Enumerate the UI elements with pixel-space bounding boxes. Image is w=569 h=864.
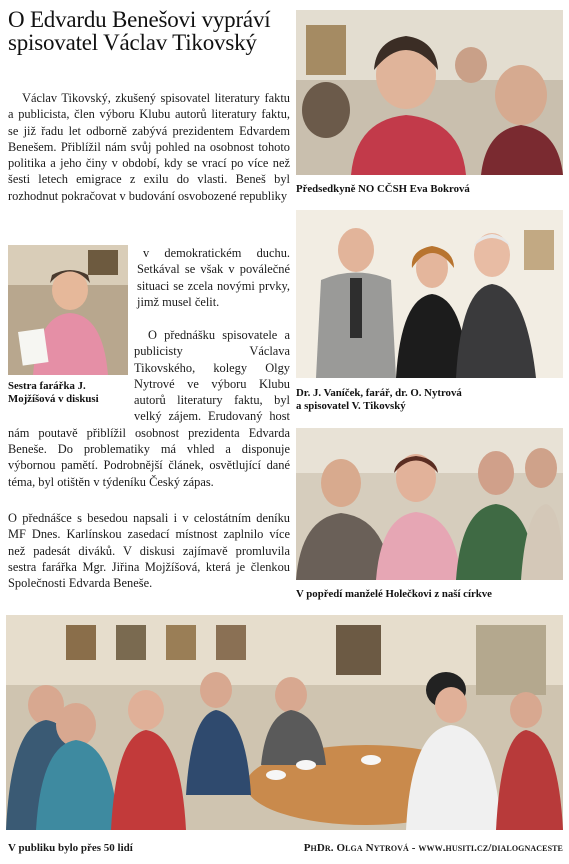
paragraph-text: O přednášku spisovatele a publicisty Václava Tikovského, kolegy Olgy Nytrové ve výboru Klubu autorů literatury faktu, byl velký zájem. Erudovaný host nám poutavě přiblížil osobnost prezidenta Edvarda Beneše. Do problematiky má vhled a disponuje výbornou pamětí. Podrobnější článek, osvětlující dané téma, byl otištěn v týdeníku Český zápas. <box>8 328 290 489</box>
article-paragraph-3 <box>8 510 290 591</box>
caption-line: a spisovatel V. Tikovský <box>296 400 406 412</box>
caption-line: Dr. J. Vaníček, farář, dr. O. Nytrová <box>296 387 462 399</box>
photo-vanicek-nytrova-tikovsky <box>296 210 563 378</box>
inline-photo-caption: Sestra farářka J. Mojžíšová v diskusi <box>8 380 99 405</box>
photo-vanicek-caption <box>296 387 563 413</box>
footer-separator: - <box>408 842 419 854</box>
photo-bokrova <box>296 10 563 175</box>
article-paragraph-2 <box>8 327 290 490</box>
article-paragraph-1 <box>8 90 290 204</box>
photo-holeckovi-caption: V popředí manželé Holečkovi z naší církve <box>296 588 492 600</box>
paragraph-text: O přednášce s besedou napsali i v celostátním deníku MF Dnes. Karlínskou zasedací místnost zaplnilo více než padesát diváků. V diskusi zajímavě promluvila sestra farářka Mgr. Jiřina Mojžíšová, která je členkou Společnosti Edvarda Beneše. <box>8 511 290 591</box>
footer-author: PhDr. Olga Nytrová <box>303 842 409 854</box>
photo-holeckovi <box>296 428 563 580</box>
footer-url[interactable]: www.husiti.cz/dialognaceste <box>418 842 563 854</box>
article-paragraph-1-continued <box>137 245 290 310</box>
footer-credit <box>304 842 563 854</box>
paragraph-text: v demokratickém duchu. Setkával se však v poválečné situaci se zcela novými prvky, jimž musel čelit. <box>137 246 290 309</box>
paragraph-text: Václav Tikovský, zkušený spisovatel literatury faktu a publicista, člen výboru Klubu autorů literatury faktu, se již řadu let odborně zabývá prezidentem Edvardem Benešem. Přiblížil nám svůj pohled na osobnost tohoto politika a jeho činy v období, kdy se vrací po více než šesti letech emigrace z exilu do vlasti. Beneš byl rozhodnut pokračovat v budování osvobozené republiky <box>8 91 290 203</box>
photo-audience <box>6 615 563 830</box>
photo-bokrova-caption: Předsedkyně NO CČSH Eva Bokrová <box>296 183 470 195</box>
article-title: O Edvardu Benešovi vypráví spisovatel Václav Tikovský <box>8 7 271 55</box>
photo-audience-caption: V publiku bylo přes 50 lidí <box>8 842 133 854</box>
